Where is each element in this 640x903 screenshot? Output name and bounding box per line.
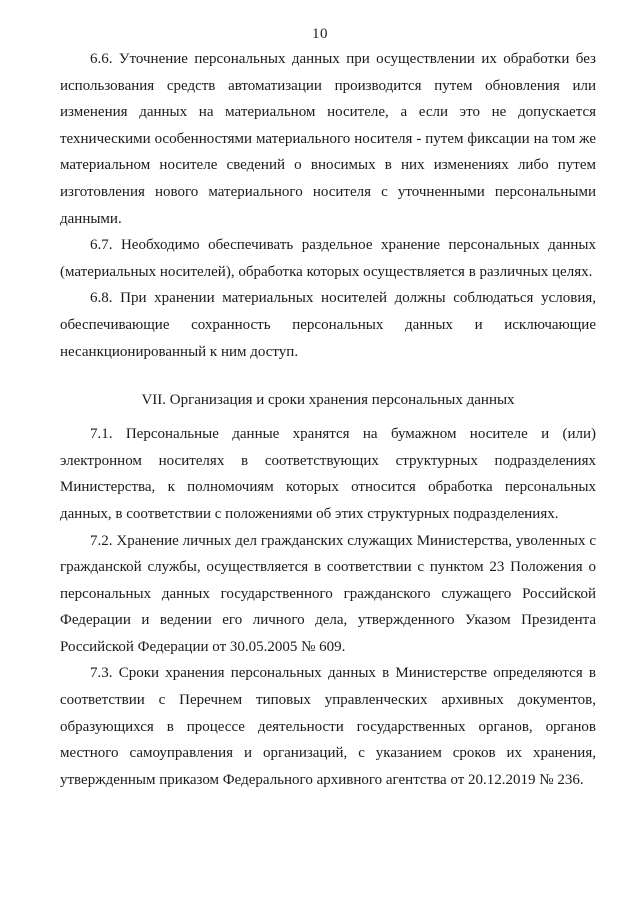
paragraph-6-7: 6.7. Необходимо обеспечивать раздельное хранение персональных данных (материальных носителей), обработка которых осуществляется в различных целях.: [60, 237, 596, 280]
section-heading-vii: VII. Организация и сроки хранения персональных данных: [141, 392, 515, 409]
document-body: [60, 46, 596, 793]
paragraph-7-1: 7.1. Персональные данные хранятся на бумажном носителе и (или) электронном носителях в соответствующих структурных подразделениях Министерства, к полномочиям которых относится обработка персональных данных, в соответствии с положениями об этих структурных подразделениях.: [60, 426, 596, 522]
page-number: 10: [312, 26, 328, 42]
paragraph-6-8: 6.8. При хранении материальных носителей должны соблюдаться условия, обеспечивающие сохранность персональных данных и исключающие несанкционированный к ним доступ.: [60, 290, 596, 360]
paragraph-7-3: 7.3. Сроки хранения персональных данных в Министерстве определяются в соответствии с Перечнем типовых управленческих архивных документов, образующихся в процессе деятельности государственных органов, органов местного самоуправления и организаций, с указанием сроков их хранения, утвержденным приказом Федерального архивного агентства от 20.12.2019 № 236.: [60, 665, 596, 788]
paragraph-6-6: 6.6. Уточнение персональных данных при осуществлении их обработки без использования средств автоматизации производится путем обновления или изменения данных на материальном носителе, а если это не допускается техническими особенностями материального носителя - путем фиксации на том же материальном носителе сведений о вносимых в них изменениях либо путем изготовления нового материального носителя с уточненными персональными данными.: [60, 51, 596, 227]
paragraph-7-2: 7.2. Хранение личных дел гражданских служащих Министерства, уволенных с гражданской службы, осуществляется в соответствии с пунктом 23 Положения о персональных данных государственного гражданского служащего Российской Федерации и ведении его личного дела, утвержденного Указом Президента Российской Федерации от 30.05.2005 № 609.: [60, 532, 596, 655]
